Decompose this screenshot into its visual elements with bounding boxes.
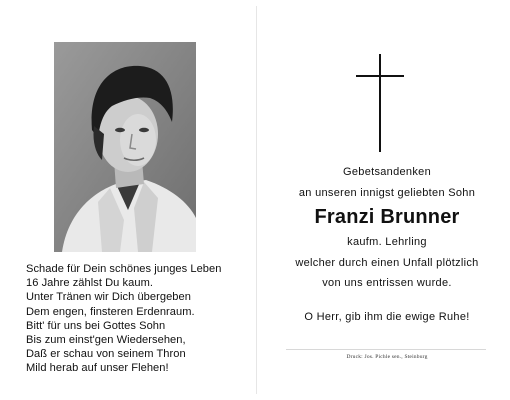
- poem-line: Bitt' für uns bei Gottes Sohn: [26, 319, 166, 332]
- poem-line: Schade für Dein schönes junges Leben: [26, 263, 222, 275]
- prayer-line: O Herr, gib ihm die ewige Ruhe!: [304, 311, 470, 323]
- poem-line: Bis zum einst'gen Wiedersehen,: [26, 334, 186, 347]
- cause-line-2: von uns entrissen wurde.: [322, 277, 452, 289]
- portrait-photo-icon: [54, 42, 196, 252]
- deceased-name: Franzi Brunner: [314, 206, 460, 228]
- card-fold-line: [256, 6, 257, 394]
- poem-line: Daß er schau von seinem Thron: [26, 348, 186, 361]
- dedication-line: an unseren innigst geliebten Sohn: [298, 187, 476, 199]
- poem-line: Mild herab auf unser Flehen!: [26, 362, 169, 375]
- memorial-poem: [26, 262, 251, 376]
- portrait-photo: [54, 42, 196, 252]
- cross-icon: [356, 54, 404, 152]
- printer-credit: Druck: Jos. Pichle sen., Steinburg: [346, 354, 428, 360]
- occupation-line: kaufm. Lehrling: [347, 236, 427, 248]
- poem-line: 16 Jahre zählst Du kaum.: [26, 277, 153, 290]
- card-subtitle: Gebetsandenken: [343, 166, 431, 178]
- poem-line: Unter Tränen wir Dich übergeben: [26, 291, 191, 304]
- cause-line-1: welcher durch einen Unfall plötzlich: [295, 257, 479, 269]
- divider: [286, 349, 486, 350]
- poem-line: Dem engen, finsteren Erdenraum.: [26, 305, 195, 318]
